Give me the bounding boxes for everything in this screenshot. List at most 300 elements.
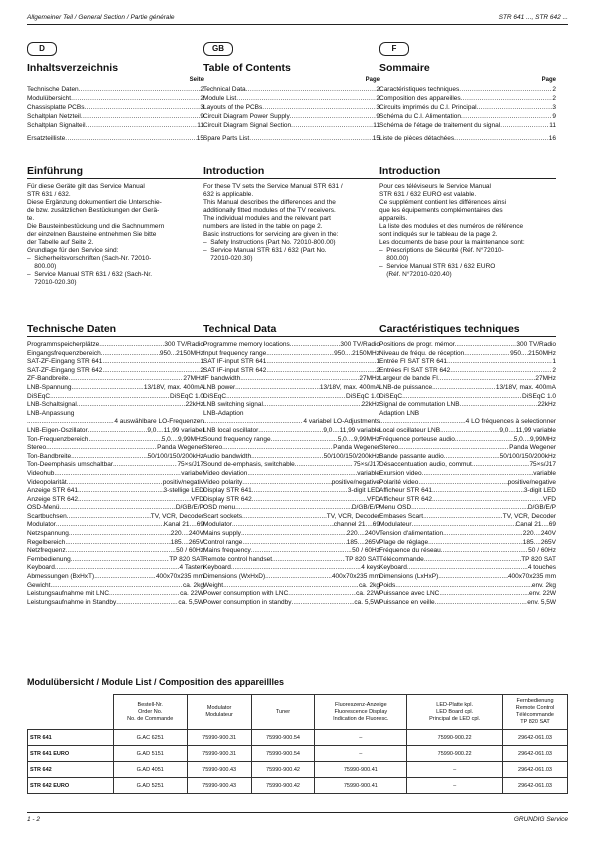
spec-row [379, 358, 556, 367]
spec-leader [438, 573, 508, 582]
spec-leader [99, 341, 164, 350]
table-cell: – [407, 762, 503, 778]
spec-label: Positions de progr. mémor. [379, 341, 457, 348]
spec-label: LNB-de puissance [379, 383, 433, 391]
spec-leader [440, 427, 499, 436]
intro-line: STR 631 / 632 EURO est valable. [379, 191, 477, 198]
spec-label: Stereo [27, 444, 47, 452]
spec-label: SAT-ZF-Eingang STR 641 [27, 358, 103, 366]
spec-label: LNB-Spannung [27, 383, 72, 391]
spec-label: Abmessungen (BxHxT) [27, 573, 95, 581]
spec-row [379, 513, 556, 522]
toc-entry-page: 3 [376, 104, 380, 111]
intro-line: 632 is applicable. [203, 191, 254, 198]
spec-value: variabel [181, 469, 204, 477]
spec-row [203, 479, 380, 488]
spec-row [203, 436, 380, 445]
spec-leader [456, 341, 516, 350]
spec-row [203, 513, 380, 522]
table-row [28, 762, 568, 778]
toc-entry[interactable] [27, 112, 204, 121]
spec-value: 2 [376, 366, 380, 374]
spec-label: Netzfrequenz [27, 547, 66, 555]
table-cell: 29642-061.03 [503, 778, 568, 794]
table-header-cell [187, 695, 251, 730]
toc-entry-title: Modulübersicht [27, 95, 72, 102]
spec-leader [252, 496, 367, 505]
spec-label: Tension d'alimentation [379, 530, 444, 538]
spec-row [379, 384, 556, 393]
spec-value: 3-digit LED [523, 487, 556, 495]
table-cell: 75990-900.54 [251, 746, 315, 762]
spec-value: 9,0....11,99 variabel [147, 426, 204, 434]
header-line: No. de Commande [127, 715, 174, 722]
technical-data-title: Caractéristiques techniques [379, 322, 556, 337]
spec-leader [432, 384, 496, 393]
spec-value: 9,0....11,99 variable [499, 426, 556, 434]
spec-value: 300 TV/Radio [516, 341, 556, 348]
toc-entry-title: Schaltplan Netzteil [27, 113, 81, 120]
spec-leader [231, 564, 361, 573]
spec-label: Modulator [203, 521, 232, 529]
spec-label: Dimensions (WxHxD) [203, 573, 266, 581]
toc-title: Inhaltsverzeichnis [27, 62, 119, 74]
spec-row [203, 410, 380, 419]
spec-value: ca. 2kg [183, 581, 204, 589]
toc-leader [290, 112, 377, 121]
intro-line: – Service Manual STR 631 / 632 (Sach-Nr. [27, 271, 153, 278]
spec-value: 185....265V [522, 538, 556, 546]
footer-brand: GRUNDIG Service [513, 816, 568, 823]
spec-row [27, 556, 204, 565]
toc-leader [461, 94, 553, 103]
spec-value: 5,0....9,99MHz [337, 435, 380, 443]
spec-label: Menu OSD [379, 504, 412, 512]
spec-leader [295, 461, 354, 470]
technical-data-section [27, 322, 204, 607]
spec-value: 4 Tasten [179, 564, 204, 572]
toc-entry-page: 2 [552, 86, 556, 93]
spec-leader [252, 487, 348, 496]
spec-leader [266, 358, 376, 367]
spec-row [379, 461, 556, 470]
toc-entry-page: 9 [552, 113, 556, 120]
spec-leader [66, 547, 177, 556]
spec-value: 3-stellige LED [163, 487, 204, 495]
toc-entry-page: 2 [376, 86, 380, 93]
spec-row [203, 418, 380, 427]
spec-row [27, 350, 204, 359]
toc-entry-page: 11 [197, 122, 204, 129]
spec-label: Regelbereich [27, 538, 66, 546]
toc-leader [79, 85, 201, 94]
spec-row [27, 530, 204, 539]
spec-leader [412, 521, 516, 530]
spec-value: 50/100/150/200kHz [499, 452, 556, 460]
spec-row [379, 341, 556, 350]
introduction-text [203, 183, 380, 263]
spec-label: Plage de réglage [379, 538, 429, 546]
spec-value: 220....240V [346, 530, 380, 538]
spec-leader [292, 599, 355, 608]
table-cell: 75990-900.54 [251, 730, 315, 746]
table-cell: 29642-061.03 [503, 730, 568, 746]
toc-entry-title: Technical Data [203, 86, 246, 93]
spec-leader [271, 436, 338, 445]
spec-label: Programme memory locations [203, 341, 290, 348]
spec-label: Anzeige STR 642 [27, 495, 78, 503]
spec-value: 185....265V [170, 538, 204, 546]
spec-row [203, 470, 380, 479]
toc-leader [71, 94, 200, 103]
toc-page-label: Page [541, 77, 556, 83]
spec-label: LNB-Anpassung [27, 409, 75, 417]
spec-leader [242, 539, 346, 548]
intro-line: 72010-020.30) [203, 255, 253, 262]
spec-label: Poids [379, 581, 396, 589]
toc-leader [477, 103, 553, 112]
spec-row [27, 496, 204, 505]
intro-line: – Safety Instructions (Part No. 72010-800.00) [203, 239, 336, 246]
spec-label: Remote control handset [203, 555, 273, 563]
toc-entry[interactable] [27, 121, 204, 130]
spec-row [379, 573, 556, 582]
table-cell: – [407, 778, 503, 794]
toc-entry-page: 2 [376, 95, 380, 102]
spec-row [203, 367, 380, 376]
module-table [27, 694, 568, 794]
spec-row [27, 453, 204, 462]
header-line: Télécommande [516, 712, 554, 718]
column-english [203, 38, 380, 606]
intro-line: que les équipements complémentaires des [379, 207, 503, 214]
spec-leader [101, 350, 160, 359]
spec-value: Kanal 21....69 [163, 521, 204, 529]
technical-data-title: Technical Data [203, 322, 380, 337]
toc-entry-title: Chassisplatte PCBs [27, 104, 85, 111]
spec-label: Control range [203, 538, 243, 546]
intro-line: te. [27, 215, 35, 222]
spec-value: ca. 2kg [359, 581, 380, 589]
header-line: LED Board cpl. [436, 708, 474, 715]
toc-entry[interactable] [27, 94, 204, 103]
toc-leader [459, 85, 552, 94]
spec-leader [102, 358, 200, 367]
toc-entry[interactable] [379, 121, 556, 130]
spec-leader [50, 393, 170, 402]
toc-entry[interactable] [379, 112, 556, 121]
spec-label: Entrée FI SAT STR 641 [379, 358, 448, 366]
toc-page-label: Seite [189, 77, 204, 83]
spec-value: DiSEqC 1.0 [522, 392, 556, 400]
spec-leader [242, 513, 327, 522]
table-cell: 29642-061.03 [503, 746, 568, 762]
spec-value: 400x70x235 mm [507, 573, 556, 581]
spec-value: 75×s/J17 [353, 461, 380, 469]
spec-leader [402, 393, 522, 402]
introduction-section [379, 164, 556, 279]
toc-entry-page: 9 [200, 113, 204, 120]
toc-leader [65, 134, 196, 143]
intro-line: der einzelnen Bausteine entnehmen Sie bitte [27, 231, 157, 238]
header-line: Modulateur [205, 712, 233, 718]
spec-value: 300 TV/Radio [340, 341, 380, 348]
toc-leader [454, 134, 549, 143]
spec-label: Largeur de bande FI [379, 375, 438, 383]
spec-leader [265, 573, 332, 582]
spec-row [27, 513, 204, 522]
toc-entry[interactable] [27, 103, 204, 112]
table-header-cell [251, 695, 315, 730]
spec-leader [428, 539, 523, 548]
spec-label: Télécommande [379, 555, 424, 563]
spec-label: SAT-ZF-Eingang STR 642 [27, 366, 103, 374]
spec-leader [418, 479, 507, 488]
spec-label: Bande passante audio [379, 452, 444, 460]
spec-row [379, 418, 556, 427]
toc-entry-title: Spare Parts List [203, 135, 250, 142]
toc-entry-spare-parts[interactable] [379, 134, 556, 143]
header-line: Tuner [275, 708, 291, 715]
spec-row [203, 461, 380, 470]
header-line: TP 820 SAT [520, 719, 550, 725]
spec-row [379, 453, 556, 462]
spec-label: Stereo [203, 444, 223, 452]
toc-leader [461, 112, 552, 121]
spec-value: 75×s/J17 [177, 461, 204, 469]
toc-entry[interactable] [27, 85, 204, 94]
page-number: 1 - 2 [27, 816, 41, 823]
toc-entry[interactable] [379, 94, 556, 103]
spec-value: TP 820 SAT [521, 555, 556, 563]
header-line: Fernbedienung [516, 698, 554, 704]
spec-row [203, 444, 380, 453]
spec-label: Display STR 641 [203, 487, 252, 495]
spec-value: 22kHz [537, 401, 556, 409]
spec-leader [235, 504, 352, 513]
spec-leader [424, 556, 521, 565]
spec-value: positiv/negativ [162, 478, 204, 486]
spec-leader [109, 590, 180, 599]
toc-leader [236, 94, 376, 103]
spec-label: Mains frequency [203, 547, 251, 555]
spec-label: Puissance avec LNC [379, 590, 440, 598]
toc-entry[interactable] [203, 94, 380, 103]
spec-row [203, 341, 380, 350]
spec-leader [288, 590, 356, 599]
spec-leader [88, 427, 148, 436]
spec-leader [54, 470, 181, 479]
spec-row [379, 547, 556, 556]
spec-value: D/GB/E/P [527, 504, 556, 512]
intro-line: For these TV sets the Service Manual STR 631 / [203, 183, 343, 190]
intro-line: 800.00) [379, 255, 409, 262]
spec-leader [447, 358, 552, 367]
spec-value: 50/100/150/200kHz [147, 452, 204, 460]
spec-row [203, 496, 380, 505]
spec-label: Input frequency range [203, 349, 267, 357]
spec-row [203, 599, 380, 608]
intro-line: (Réf. N°72010-020.40) [379, 271, 452, 278]
spec-value: variable [533, 469, 556, 477]
table-row [28, 746, 568, 762]
language-badge: F [379, 42, 409, 56]
spec-value: env. 22W [529, 590, 556, 598]
spec-label: Display STR 642 [203, 495, 252, 503]
technical-data-section [203, 322, 380, 607]
spec-row [203, 504, 380, 513]
spec-row [379, 479, 556, 488]
spec-label: Weight [203, 581, 224, 589]
spec-row [27, 427, 204, 436]
toc-entry-title: Circuit Diagram Signal Section [203, 122, 292, 129]
intro-line: STR 631 / 632. [27, 191, 71, 198]
row-model-name: STR 641 EURO [28, 746, 114, 762]
page-footer [27, 812, 568, 825]
spec-leader [241, 530, 347, 539]
spec-value: 22kHz [185, 401, 204, 409]
spec-leader [203, 418, 303, 427]
spec-value: 4 LO fréquences à selectionner [465, 418, 556, 426]
toc-entry-title: Layouts of the PCBs [203, 104, 263, 111]
spec-value: 5,0....9,99MHz [161, 435, 204, 443]
spec-value: 50 / 60Hz [352, 547, 380, 555]
spec-leader [411, 504, 528, 513]
spec-row [27, 582, 204, 591]
spec-row [27, 547, 204, 556]
header-line: Indication de Fluoresc. [333, 715, 389, 722]
toc-entry-spare-parts[interactable] [27, 134, 204, 143]
spec-row [379, 582, 556, 591]
table-cell: 75990-900.42 [251, 778, 315, 794]
row-model-name: STR 641 [28, 730, 114, 746]
spec-label: Signal de commutation LNB [379, 401, 460, 409]
spec-label: Power consumption with LNC [203, 590, 289, 598]
spec-value: 13/18V, max. 400mA [319, 383, 380, 391]
spec-value: 27MHz [535, 375, 556, 383]
spec-leader [450, 367, 552, 376]
toc-entry[interactable] [203, 112, 380, 121]
spec-leader [251, 547, 352, 556]
intro-line: de bzw. zusätzlichen Bestückungen der Gerä- [27, 207, 160, 214]
intro-line: Die Bausteinbestückung und die Sachnummern [27, 223, 165, 230]
spec-leader [247, 470, 357, 479]
spec-row [203, 453, 380, 462]
spec-value: 27MHz [183, 375, 204, 383]
spec-row [27, 384, 204, 393]
toc-entry[interactable] [203, 103, 380, 112]
spec-leader [69, 530, 171, 539]
table-cell: 75990-900.42 [251, 762, 315, 778]
spec-value: DiSEqC 1.0 [170, 392, 204, 400]
toc-leader [500, 121, 549, 130]
spec-label: Leistungsaufnahme mit LNC [27, 590, 110, 598]
spec-row [27, 401, 204, 410]
header-line: Principal de LED cpl. [429, 715, 481, 722]
toc-entry[interactable] [379, 103, 556, 112]
introduction-title: Introduction [203, 164, 380, 179]
spec-label: LNB local oscillator [203, 426, 259, 434]
toc-entry-page: 15 [372, 135, 380, 142]
spec-row [203, 521, 380, 530]
toc-leader [291, 121, 373, 130]
spec-leader [71, 384, 143, 393]
spec-value: positive/negative [507, 478, 556, 486]
spec-label: Fréquence porteuse audio [379, 435, 455, 443]
spec-value: Panda Wegener [157, 444, 204, 452]
spec-row [203, 375, 380, 384]
spec-leader [422, 470, 534, 479]
spec-row [379, 556, 556, 565]
toc-entry-title: Composition des appareilles [379, 95, 461, 102]
spec-row [203, 393, 380, 402]
spec-leader [116, 599, 178, 608]
spec-leader [78, 496, 191, 505]
spec-label: OSD-Menü [27, 504, 60, 512]
spec-label: Modulateur [379, 521, 412, 529]
spec-value: TP 820 SAT [169, 555, 204, 563]
spec-value: 13/18V, max. 400mA [495, 383, 556, 391]
spec-value: 1 [200, 358, 204, 366]
spec-value: Panda Wegener [333, 444, 380, 452]
spec-leader [290, 341, 341, 350]
toc-entry-title: Ersatzteilliste [27, 135, 66, 142]
spec-leader [395, 582, 532, 591]
toc-entry-page: 16 [548, 135, 556, 142]
spec-row [27, 599, 204, 608]
spec-label: Fréquence du réseau [379, 547, 441, 555]
spec-label: Dimensions (LxHxP) [379, 573, 439, 581]
spec-label: Power consumption in standby [203, 598, 292, 606]
spec-row [27, 444, 204, 453]
toc-entry-title: Technische Daten [27, 86, 79, 93]
spec-label: LNB power [203, 383, 236, 391]
spec-row [379, 590, 556, 599]
spec-leader [242, 479, 331, 488]
spec-value: D/GB/E/P [351, 504, 380, 512]
spec-leader [102, 367, 200, 376]
toc-entry[interactable] [203, 121, 380, 130]
toc-entry-spare-parts[interactable] [203, 134, 380, 143]
spec-value: env. 2kg [531, 581, 556, 589]
table-cell: 75990-900.43 [187, 778, 251, 794]
spec-row [379, 427, 556, 436]
spec-value: 1 [552, 358, 556, 366]
spec-row [379, 496, 556, 505]
header-line: Bestell-Nr. [137, 701, 163, 708]
spec-value: ca. 5,5W [354, 598, 380, 606]
intro-line: numbers are listed in the table on page 2. [203, 223, 323, 230]
spec-row [203, 358, 380, 367]
spec-row [379, 375, 556, 384]
spec-row [27, 393, 204, 402]
spec-row [379, 530, 556, 539]
spec-row [27, 521, 204, 530]
spec-value: VFD [191, 495, 204, 503]
spec-leader [78, 487, 164, 496]
table-cell: G.AC 6251 [113, 730, 187, 746]
row-model-name: STR 642 [28, 762, 114, 778]
toc-entry[interactable] [203, 85, 380, 94]
spec-row [203, 564, 380, 573]
spec-value: 400x70x235 mm [155, 573, 204, 581]
spec-value: 400x70x235 mm [331, 573, 380, 581]
spec-leader [113, 461, 177, 470]
toc-entry[interactable] [379, 85, 556, 94]
spec-value: 75×s/J17 [529, 461, 556, 469]
toc-leader [249, 134, 373, 143]
spec-leader [455, 436, 514, 445]
